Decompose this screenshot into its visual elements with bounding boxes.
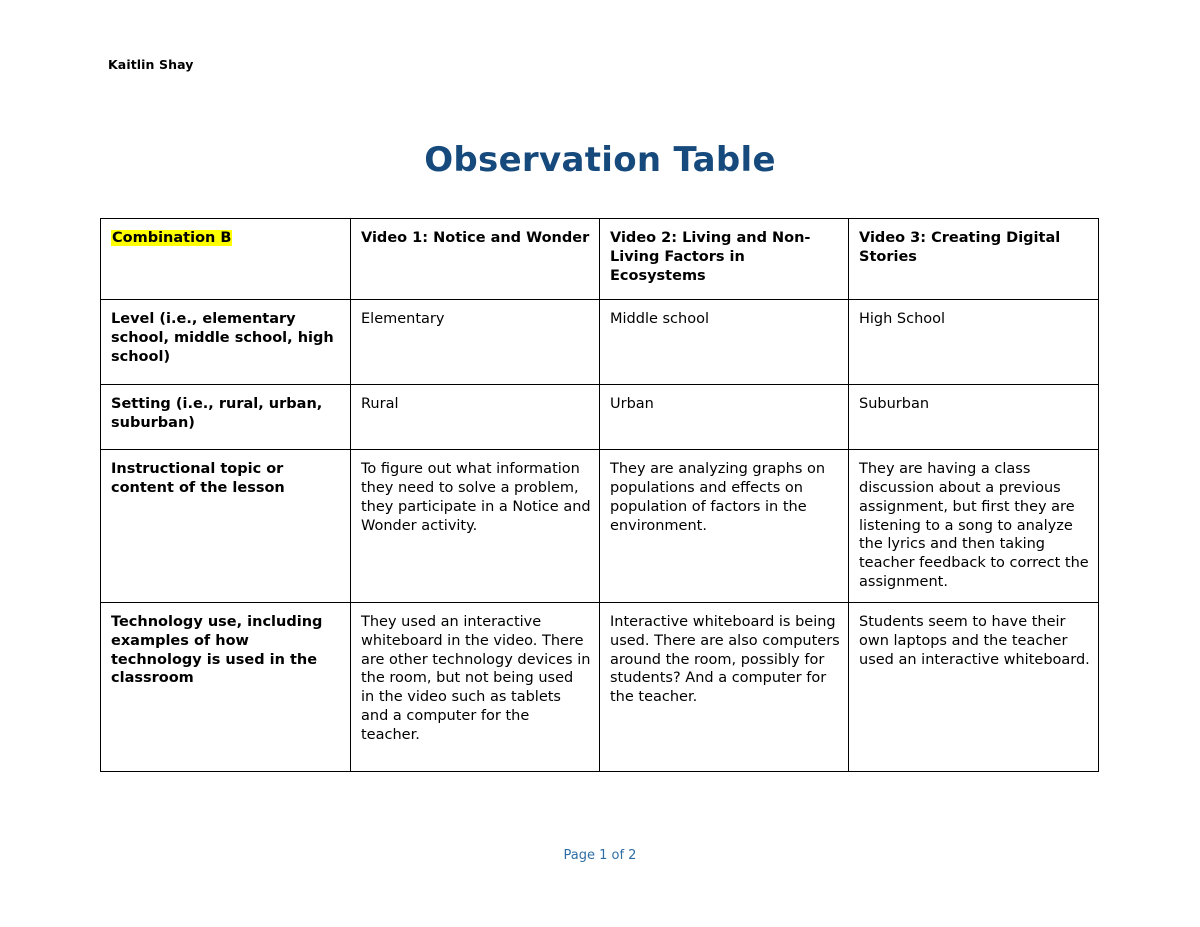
cell-topic-video1: To figure out what information they need to solve a problem, they participate in a Notice and Wonder activity.	[351, 450, 600, 603]
header-video1-cell: Video 1: Notice and Wonder	[351, 219, 600, 300]
row-label-setting: Setting (i.e., rural, urban, suburban)	[101, 385, 351, 450]
cell-level-video3: High School	[849, 300, 1099, 385]
table-row	[101, 602, 1099, 771]
cell-tech-video3: Students seem to have their own laptops and the teacher used an interactive whiteboard.	[849, 602, 1099, 771]
cell-level-video1: Elementary	[351, 300, 600, 385]
page-title: Observation Table	[424, 140, 776, 180]
table-row	[101, 450, 1099, 603]
observation-table-container	[100, 218, 1098, 772]
table-header-row	[101, 219, 1099, 300]
cell-tech-video2: Interactive whiteboard is being used. There are also computers around the room, possibly for students? And a computer for the teacher.	[600, 602, 849, 771]
table-row	[101, 385, 1099, 450]
row-label-level: Level (i.e., elementary school, middle school, high school)	[101, 300, 351, 385]
cell-setting-video2: Urban	[600, 385, 849, 450]
header-combination-cell	[101, 219, 351, 300]
cell-topic-video2: They are analyzing graphs on populations and effects on population of factors in the environment.	[600, 450, 849, 603]
cell-level-video2: Middle school	[600, 300, 849, 385]
header-video3-cell: Video 3: Creating Digital Stories	[849, 219, 1099, 300]
observation-table	[100, 218, 1099, 772]
row-label-technology-use: Technology use, including examples of how technology is used in the classroom	[101, 602, 351, 771]
header-video2-cell: Video 2: Living and Non-Living Factors in Ecosystems	[600, 219, 849, 300]
cell-topic-video3: They are having a class discussion about a previous assignment, but first they are listening to a song to analyze the lyrics and then taking teacher feedback to correct the assignment.	[849, 450, 1099, 603]
cell-tech-video1: They used an interactive whiteboard in the video. There are other technology devices in the room, but not being used in the video such as tablets and a computer for the teacher.	[351, 602, 600, 771]
author-name: Kaitlin Shay	[108, 57, 194, 72]
cell-setting-video3: Suburban	[849, 385, 1099, 450]
page-footer: Page 1 of 2	[563, 848, 637, 863]
table-row	[101, 300, 1099, 385]
header-combination-label: Combination B	[112, 230, 232, 246]
row-label-instructional-topic: Instructional topic or content of the lesson	[101, 450, 351, 603]
cell-setting-video1: Rural	[351, 385, 600, 450]
